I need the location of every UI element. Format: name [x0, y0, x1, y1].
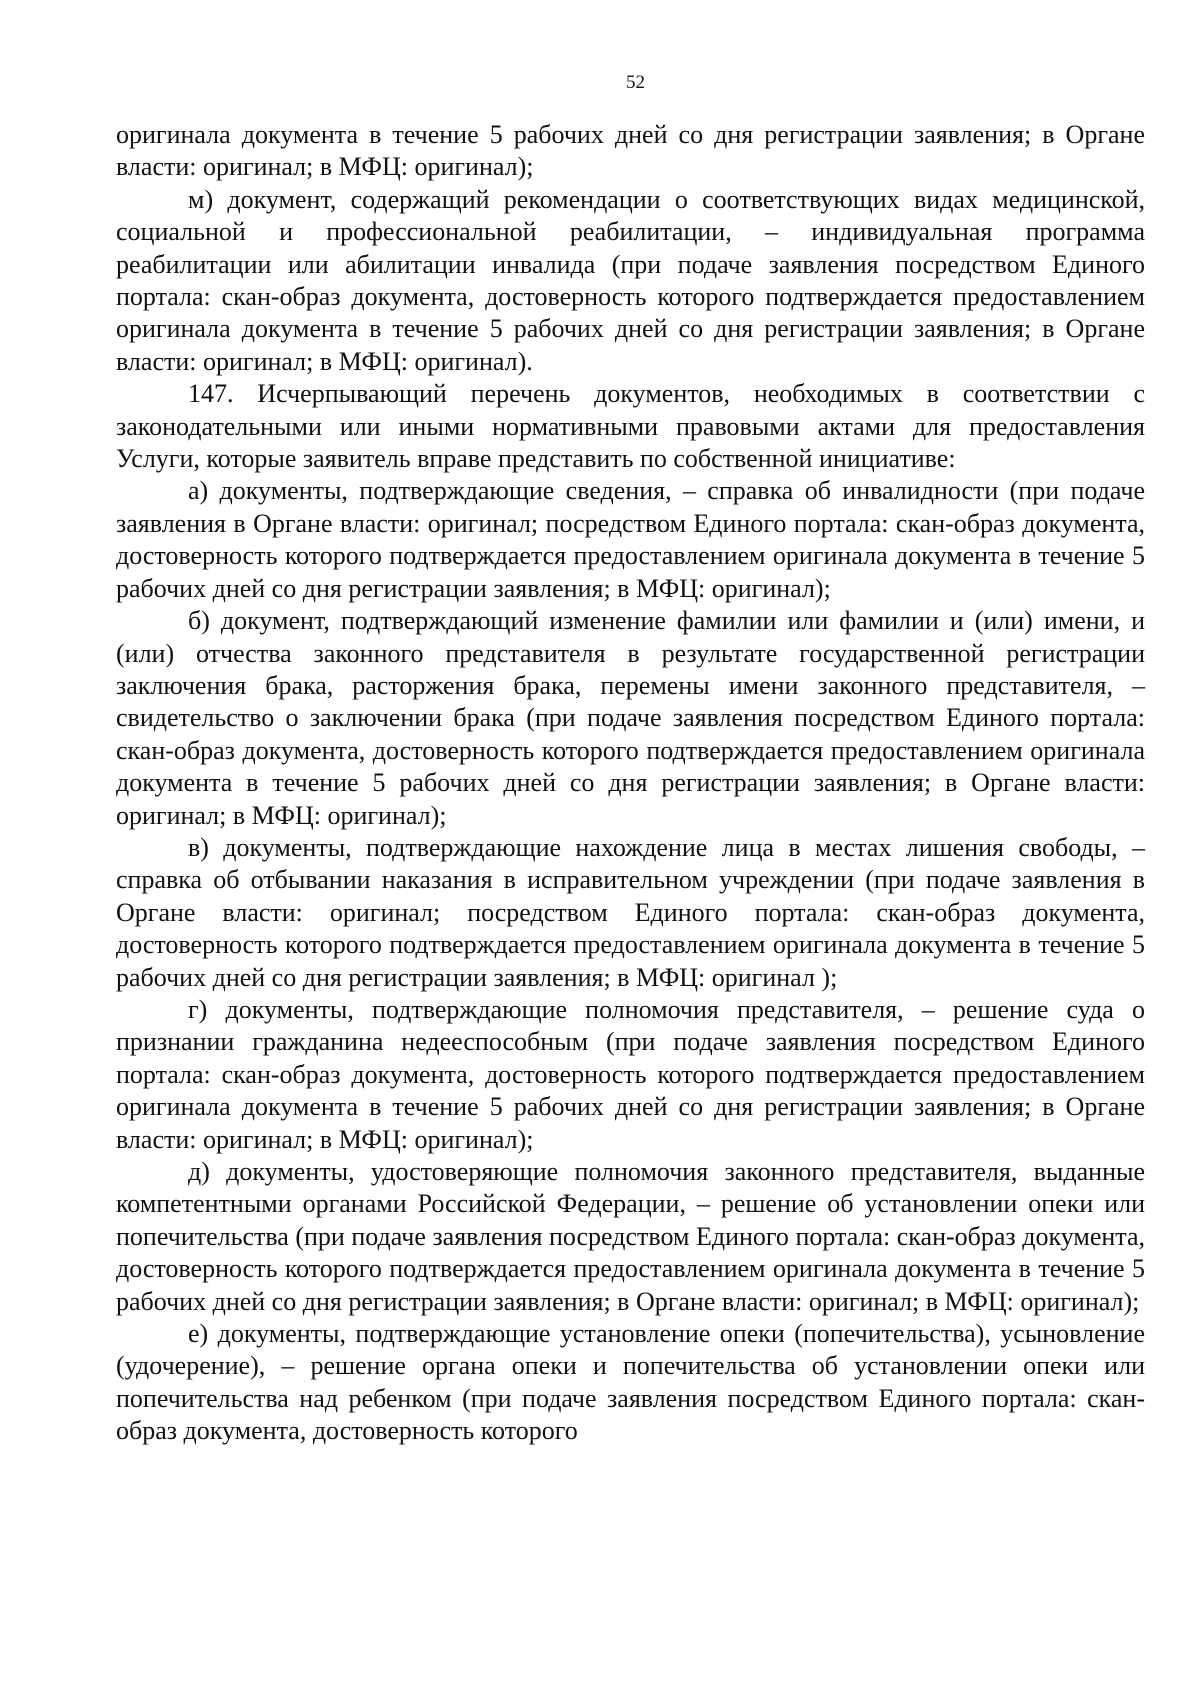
- document-body: [116, 119, 1145, 1448]
- paragraph-continuation: оригинала документа в течение 5 рабочих дней со дня регистрации заявления; в Органе власти: оригинал; в МФЦ: оригинал);: [116, 120, 1145, 182]
- paragraph-147: 147. Исчерпывающий перечень документов, необходимых в соответствии с законодательными или иными нормативными правовыми актами для предоставления Услуги, которые заявитель вправе представить по собственной инициативе:: [116, 379, 1145, 474]
- page-number: 52: [626, 72, 645, 93]
- paragraph-item-d: д) документы, удостоверяющие полномочия законного представителя, выданные компетентными органами Российской Федерации, – решение об установлении опеки или попечительства (при подаче заявления посредством Единого портала: скан-образ документа, достоверность которого подтверждается предоставлением оригинала документа в течение 5 рабочих дней со дня регистрации заявления; в Органе власти: оригинал; в МФЦ: оригинал);: [116, 1157, 1145, 1316]
- paragraph-item-v: в) документы, подтверждающие нахождение лица в местах лишения свободы, – справка об отбывании наказания в исправительном учреждении (при подаче заявления в Органе власти: оригинал; посредством Единого портала: скан-образ документа, достоверность которого подтверждается предоставлением оригинала документа в течение 5 рабочих дней со дня регистрации заявления; в МФЦ: оригинал );: [116, 832, 1145, 992]
- paragraph-item-b: б) документ, подтверждающий изменение фамилии или фамилии и (или) имени, и (или) отчества законного представителя в результате государственной регистрации заключения брака, расторжения брака, перемены имени законного представителя, – свидетельство о заключении брака (при подаче заявления посредством Единого портала: скан-образ документа, достоверность которого подтверждается предоставлением оригинала документа в течение 5 рабочих дней со дня регистрации заявления; в Органе власти: оригинал; в МФЦ: оригинал);: [116, 606, 1145, 830]
- paragraph-item-e: е) документы, подтверждающие установление опеки (попечительства), усыновление (удочерение), – решение органа опеки и попечительства об установлении опеки или попечительства над ребенком (при подаче заявления посредством Единого портала: скан-образ документа, достоверность которого: [116, 1319, 1145, 1446]
- paragraph-item-m: м) документ, содержащий рекомендации о соответствующих видах медицинской, социальной и профессиональной реабилитации, – индивидуальная программа реабилитации или абилитации инвалида (при подаче заявления посредством Единого портала: скан-образ документа, достоверность которого подтверждается предоставлением оригинала документа в течение 5 рабочих дней со дня регистрации заявления; в Органе власти: оригинал; в МФЦ: оригинал).: [116, 184, 1145, 376]
- paragraph-item-a: а) документы, подтверждающие сведения, – справка об инвалидности (при подаче заявления в Органе власти: оригинал; посредством Единого портала: скан-образ документа, достоверность которого подтверждается предоставлением оригинала документа в течение 5 рабочих дней со дня регистрации заявления; в МФЦ: оригинал);: [116, 476, 1145, 603]
- paragraph-item-g: г) документы, подтверждающие полномочия представителя, – решение суда о признании гражданина недееспособным (при подаче заявления посредством Единого портала: скан-образ документа, достоверность которого подтверждается предоставлением оригинала документа в течение 5 рабочих дней со дня регистрации заявления; в Органе власти: оригинал; в МФЦ: оригинал);: [116, 994, 1145, 1154]
